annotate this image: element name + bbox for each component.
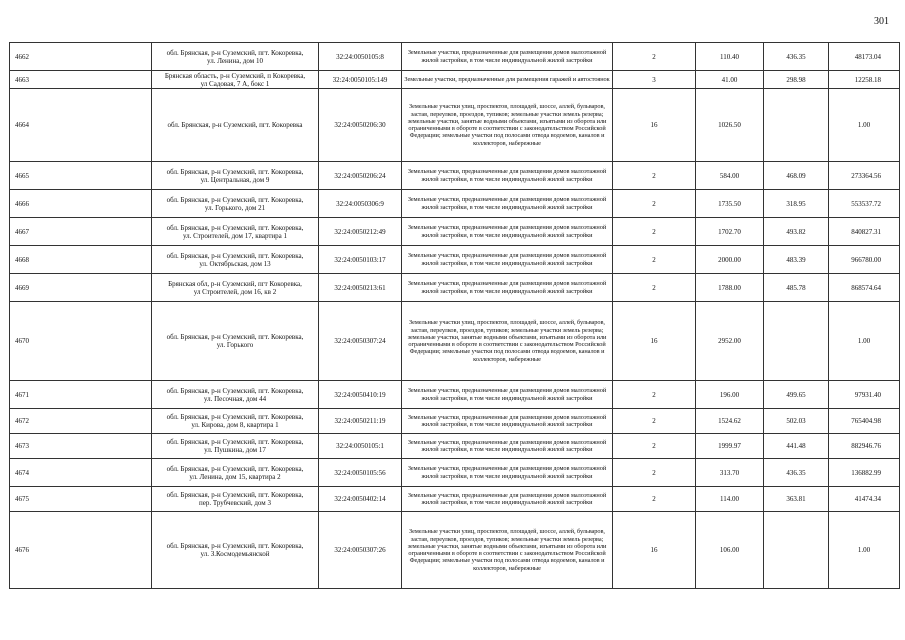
- table-row: [10, 409, 900, 434]
- cell-group: 16: [613, 512, 696, 589]
- table-row: [10, 43, 900, 71]
- cell-area: 1735.50: [696, 190, 764, 218]
- cell-address: обл. Брянская, р-н Суземский, пгт. Кокоревка, ул. З.Космодемьянской: [152, 512, 319, 589]
- cell-specific-value: 363.81: [764, 487, 829, 512]
- cell-address: обл. Брянская, р-н Суземский, пгт. Кокоревка: [152, 89, 319, 162]
- cell-specific-value: 493.82: [764, 218, 829, 246]
- cell-cadastral-number: 32:24:0050105:149: [319, 71, 402, 89]
- cell-address: обл. Брянская, р-н Суземский, пгт. Кокоревка, ул. Песочная, дом 44: [152, 381, 319, 409]
- cell-area: 1788.00: [696, 274, 764, 302]
- cell-land-use-type: Земельные участки, предназначенные для размещения домов малоэтажной жилой застройки, в том числе индивидуальной жилой застройки: [402, 487, 613, 512]
- table-row: [10, 434, 900, 459]
- cell-cadastral-value: 1.00: [829, 512, 900, 589]
- cell-address: обл. Брянская, р-н Суземский, пгт. Кокоревка, ул. Центральная, дом 9: [152, 162, 319, 190]
- table-body: [10, 43, 900, 589]
- cell-land-use-type: Земельные участки улиц, проспектов, площадей, шоссе, аллей, бульваров, застав, переулков, проездов, тупиков; земельные участки земель резерва; земельные участки, занятые водными объектами, изъятыми из оборота или ограниченными в обороте в соответствии с законодательством Российской Федерации; земельные участки под полосами отвода водоемов, каналов и коллекторов, набережные: [402, 512, 613, 589]
- cell-land-use-type: Земельные участки, предназначенные для размещения домов малоэтажной жилой застройки, в том числе индивидуальной жилой застройки: [402, 274, 613, 302]
- cell-address: обл. Брянская, р-н Суземский, пгт. Кокоревка, ул. Ленина, дом 10: [152, 43, 319, 71]
- cell-group: 3: [613, 71, 696, 89]
- table-row: [10, 512, 900, 589]
- page-number: 301: [874, 16, 889, 27]
- table-row: [10, 381, 900, 409]
- cell-address: обл. Брянская, р-н Суземский, пгт. Кокоревка, ул. Горького: [152, 302, 319, 381]
- cell-land-use-type: Земельные участки, предназначенные для размещения домов малоэтажной жилой застройки, в том числе индивидуальной жилой застройки: [402, 381, 613, 409]
- cell-land-use-type: Земельные участки, предназначенные для размещения домов малоэтажной жилой застройки, в том числе индивидуальной жилой застройки: [402, 246, 613, 274]
- cell-group: 2: [613, 409, 696, 434]
- cell-cadastral-value: 868574.64: [829, 274, 900, 302]
- cell-area: 1702.70: [696, 218, 764, 246]
- cell-cadastral-value: 966780.00: [829, 246, 900, 274]
- cell-record-number: 4670: [10, 302, 152, 381]
- cell-land-use-type: Земельные участки, предназначенные для размещения домов малоэтажной жилой застройки, в том числе индивидуальной жилой застройки: [402, 434, 613, 459]
- cell-group: 2: [613, 218, 696, 246]
- cell-specific-value: 318.95: [764, 190, 829, 218]
- table-row: [10, 190, 900, 218]
- cell-cadastral-number: 32:24:0050212:49: [319, 218, 402, 246]
- cell-cadastral-value: 553537.72: [829, 190, 900, 218]
- cell-record-number: 4672: [10, 409, 152, 434]
- cell-cadastral-number: 32:24:0050307:24: [319, 302, 402, 381]
- cell-address: обл. Брянская, р-н Суземский, пгт. Кокоревка, ул. Кирова, дом 8, квартира 1: [152, 409, 319, 434]
- cell-group: 2: [613, 434, 696, 459]
- cell-area: 41.00: [696, 71, 764, 89]
- cell-land-use-type: Земельные участки, предназначенные для размещения домов малоэтажной жилой застройки, в том числе индивидуальной жилой застройки: [402, 162, 613, 190]
- cell-address: обл. Брянская, р-н Суземский, пгт. Кокоревка, ул. Пушкина, дом 17: [152, 434, 319, 459]
- cell-record-number: 4669: [10, 274, 152, 302]
- cell-area: 106.00: [696, 512, 764, 589]
- cell-area: 313.70: [696, 459, 764, 487]
- cell-record-number: 4665: [10, 162, 152, 190]
- cell-land-use-type: Земельные участки, предназначенные для размещения домов малоэтажной жилой застройки, в том числе индивидуальной жилой застройки: [402, 218, 613, 246]
- cell-specific-value: 485.78: [764, 274, 829, 302]
- cell-cadastral-number: 32:24:0050307:26: [319, 512, 402, 589]
- table-row: [10, 246, 900, 274]
- cell-cadastral-number: 32:24:0050402:14: [319, 487, 402, 512]
- cell-group: 2: [613, 190, 696, 218]
- cell-record-number: 4663: [10, 71, 152, 89]
- cell-address: Брянская область, р-н Суземский, п Кокоревка, ул Садовая, 7 А, бокс 1: [152, 71, 319, 89]
- cell-cadastral-number: 32:24:0050105:1: [319, 434, 402, 459]
- cell-cadastral-number: 32:24:0050410:19: [319, 381, 402, 409]
- cell-area: 1999.97: [696, 434, 764, 459]
- cell-group: 2: [613, 274, 696, 302]
- cell-specific-value: 499.65: [764, 381, 829, 409]
- cell-record-number: 4668: [10, 246, 152, 274]
- cell-cadastral-value: 41474.34: [829, 487, 900, 512]
- cell-area: 1026.50: [696, 89, 764, 162]
- cell-address: обл. Брянская, р-н Суземский, пгт. Кокоревка, пер. Трубчевский, дом 3: [152, 487, 319, 512]
- cadastral-value-table: [9, 42, 900, 589]
- cell-specific-value: 502.03: [764, 409, 829, 434]
- cell-record-number: 4673: [10, 434, 152, 459]
- cell-record-number: 4676: [10, 512, 152, 589]
- cell-group: 2: [613, 487, 696, 512]
- cell-record-number: 4671: [10, 381, 152, 409]
- cell-area: 196.00: [696, 381, 764, 409]
- cell-cadastral-number: 32:24:0050211:19: [319, 409, 402, 434]
- cell-cadastral-number: 32:24:0050213:61: [319, 274, 402, 302]
- cell-record-number: 4664: [10, 89, 152, 162]
- table-row: [10, 487, 900, 512]
- cell-specific-value: [764, 302, 829, 381]
- cell-group: 2: [613, 43, 696, 71]
- cell-area: 114.00: [696, 487, 764, 512]
- cell-group: 16: [613, 302, 696, 381]
- cell-address: Брянская обл, р-н Суземский, пгт Кокоревка, ул Строителей, дом 16, кв 2: [152, 274, 319, 302]
- cell-group: 16: [613, 89, 696, 162]
- table-row: [10, 89, 900, 162]
- table-row: [10, 162, 900, 190]
- cell-cadastral-number: 32:24:0050105:8: [319, 43, 402, 71]
- cell-specific-value: 298.98: [764, 71, 829, 89]
- cell-cadastral-number: 32:24:0050206:30: [319, 89, 402, 162]
- cell-group: 2: [613, 246, 696, 274]
- cell-address: обл. Брянская, р-н Суземский, пгт. Кокоревка, ул. Октябрьская, дом 13: [152, 246, 319, 274]
- cell-specific-value: 436.35: [764, 43, 829, 71]
- cell-area: 584.00: [696, 162, 764, 190]
- cell-land-use-type: Земельные участки улиц, проспектов, площадей, шоссе, аллей, бульваров, застав, переулков, проездов, тупиков; земельные участки земель резерва; земельные участки, занятые водными объектами, изъятыми из оборота или ограниченными в обороте в соответствии с законодательством Российской Федерации; земельные участки под полосами отвода водоемов, каналов и коллекторов, набережные: [402, 89, 613, 162]
- cell-cadastral-value: 48173.04: [829, 43, 900, 71]
- cell-land-use-type: Земельные участки улиц, проспектов, площадей, шоссе, аллей, бульваров, застав, переулков, проездов, тупиков; земельные участки земель резерва; земельные участки, занятые водными объектами, изъятыми из оборота или ограниченными в обороте в соответствии с законодательством Российской Федерации; земельные участки под полосами отвода водоемов, каналов и коллекторов, набережные: [402, 302, 613, 381]
- cell-address: обл. Брянская, р-н Суземский, пгт. Кокоревка, ул. Горького, дом 21: [152, 190, 319, 218]
- cell-cadastral-value: 273364.56: [829, 162, 900, 190]
- cell-cadastral-value: 1.00: [829, 302, 900, 381]
- cell-specific-value: 441.48: [764, 434, 829, 459]
- cell-land-use-type: Земельные участки, предназначенные для размещения домов малоэтажной жилой застройки, в том числе индивидуальной жилой застройки: [402, 190, 613, 218]
- cell-area: 2952.00: [696, 302, 764, 381]
- cell-area: 110.40: [696, 43, 764, 71]
- cell-area: 2000.00: [696, 246, 764, 274]
- table-row: [10, 71, 900, 89]
- cell-cadastral-number: 32:24:0050206:24: [319, 162, 402, 190]
- cell-address: обл. Брянская, р-н Суземский, пгт. Кокоревка, ул. Строителей, дом 17, квартира 1: [152, 218, 319, 246]
- cell-cadastral-value: 1.00: [829, 89, 900, 162]
- cell-cadastral-number: 32:24:0050105:56: [319, 459, 402, 487]
- cell-land-use-type: Земельные участки, предназначенные для размещения гаражей и автостоянок: [402, 71, 613, 89]
- cell-cadastral-value: 882946.76: [829, 434, 900, 459]
- cell-record-number: 4675: [10, 487, 152, 512]
- cell-specific-value: 468.09: [764, 162, 829, 190]
- cell-land-use-type: Земельные участки, предназначенные для размещения домов малоэтажной жилой застройки, в том числе индивидуальной жилой застройки: [402, 459, 613, 487]
- cell-cadastral-value: 765404.98: [829, 409, 900, 434]
- cell-cadastral-value: 840827.31: [829, 218, 900, 246]
- table-row: [10, 459, 900, 487]
- cell-specific-value: 436.35: [764, 459, 829, 487]
- cell-address: обл. Брянская, р-н Суземский, пгт. Кокоревка, ул. Ленина, дом 15, квартира 2: [152, 459, 319, 487]
- cell-specific-value: 483.39: [764, 246, 829, 274]
- cell-area: 1524.62: [696, 409, 764, 434]
- cell-record-number: 4666: [10, 190, 152, 218]
- cell-record-number: 4667: [10, 218, 152, 246]
- cell-specific-value: [764, 512, 829, 589]
- cell-specific-value: [764, 89, 829, 162]
- cell-cadastral-number: 32:24:0050103:17: [319, 246, 402, 274]
- table-row: [10, 274, 900, 302]
- cell-cadastral-value: 97931.40: [829, 381, 900, 409]
- cell-land-use-type: Земельные участки, предназначенные для размещения домов малоэтажной жилой застройки, в том числе индивидуальной жилой застройки: [402, 43, 613, 71]
- cell-cadastral-value: 12258.18: [829, 71, 900, 89]
- cell-record-number: 4674: [10, 459, 152, 487]
- cell-group: 2: [613, 381, 696, 409]
- cell-cadastral-number: 32:24:0050306:9: [319, 190, 402, 218]
- cell-record-number: 4662: [10, 43, 152, 71]
- table-row: [10, 218, 900, 246]
- cell-group: 2: [613, 459, 696, 487]
- cell-group: 2: [613, 162, 696, 190]
- table-row: [10, 302, 900, 381]
- cell-land-use-type: Земельные участки, предназначенные для размещения домов малоэтажной жилой застройки, в том числе индивидуальной жилой застройки: [402, 409, 613, 434]
- cell-cadastral-value: 136882.99: [829, 459, 900, 487]
